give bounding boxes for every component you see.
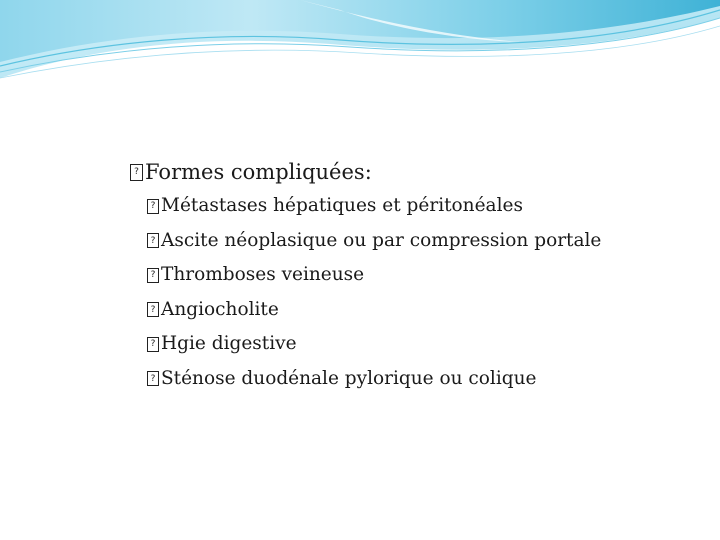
list-item-text: Ascite néoplasique ou par compression portale xyxy=(161,229,602,251)
missing-glyph-box-icon xyxy=(130,164,143,181)
main-bullet-formes-compliquees xyxy=(130,155,700,189)
missing-glyph-box-icon xyxy=(147,302,159,317)
list-item xyxy=(147,327,700,362)
list-item xyxy=(147,189,700,224)
slide-content xyxy=(130,155,700,396)
missing-glyph-box-icon xyxy=(147,268,159,283)
list-item-text: Métastases hépatiques et péritonéales xyxy=(161,195,523,216)
missing-glyph-box-icon xyxy=(147,371,159,386)
list-item-text: Hgie digestive xyxy=(161,333,297,354)
missing-glyph-box-icon xyxy=(147,233,159,248)
missing-glyph-box-icon xyxy=(147,337,159,352)
list-item xyxy=(147,293,700,328)
missing-glyph-box-icon xyxy=(147,199,159,214)
list-item-text: Thromboses veineuse xyxy=(161,264,365,285)
list-item xyxy=(147,224,700,259)
header-wave-decoration xyxy=(0,0,720,90)
list-item xyxy=(147,362,700,397)
list-item xyxy=(147,258,700,293)
list-item-text: Sténose duodénale pylorique ou colique xyxy=(161,367,537,389)
list-item-text: Angiocholite xyxy=(161,298,279,320)
main-bullet-text: Formes compliquées: xyxy=(145,160,372,184)
complications-list xyxy=(130,189,700,396)
